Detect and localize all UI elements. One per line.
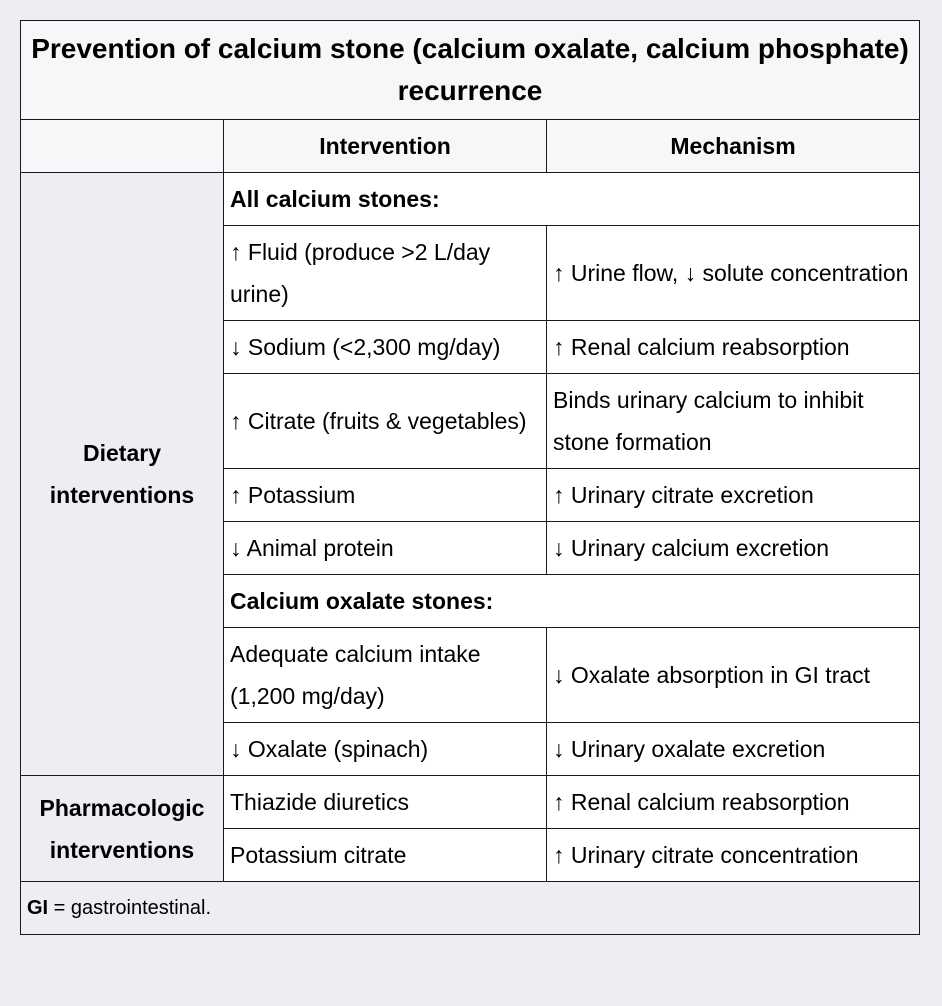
stone-prevention-table [20, 20, 920, 935]
section-all-calcium-stones: All calcium stones: [224, 173, 920, 226]
mechanism-cell: ↓ Urinary oxalate excretion [547, 723, 920, 776]
title-row [21, 21, 920, 120]
mechanism-cell: ↑ Urinary citrate excretion [547, 469, 920, 522]
intervention-cell: Adequate calcium intake (1,200 mg/day) [224, 628, 547, 723]
footnote-abbreviation: GI [27, 897, 49, 919]
mechanism-cell: ↓ Oxalate absorption in GI tract [547, 628, 920, 723]
table-title: Prevention of calcium stone (calcium oxalate, calcium phosphate) recurrence [21, 21, 920, 120]
section-calcium-oxalate-stones: Calcium oxalate stones: [224, 575, 920, 628]
table-row [21, 776, 920, 829]
intervention-cell: ↑ Citrate (fruits & vegetables) [224, 374, 547, 469]
intervention-cell: ↓ Oxalate (spinach) [224, 723, 547, 776]
mechanism-cell: ↑ Urine flow, ↓ solute concentration [547, 226, 920, 321]
intervention-cell: ↑ Fluid (produce >2 L/day urine) [224, 226, 547, 321]
footnote [21, 882, 920, 935]
mechanism-cell: ↑ Urinary citrate concentration [547, 829, 920, 882]
mechanism-cell: ↓ Urinary calcium excretion [547, 522, 920, 575]
footnote-definition: = gastrointestinal. [48, 897, 211, 919]
section-row-all-calcium [21, 173, 920, 226]
intervention-cell: ↓ Animal protein [224, 522, 547, 575]
group-pharmacologic-interventions: Pharmacologic interventions [21, 776, 224, 882]
group-dietary-interventions: Dietary interventions [21, 173, 224, 776]
intervention-cell: ↓ Sodium (<2,300 mg/day) [224, 321, 547, 374]
intervention-cell: Potassium citrate [224, 829, 547, 882]
intervention-cell: Thiazide diuretics [224, 776, 547, 829]
footer-row [21, 882, 920, 935]
mechanism-cell: ↑ Renal calcium reabsorption [547, 776, 920, 829]
header-intervention: Intervention [224, 120, 547, 173]
header-row [21, 120, 920, 173]
mechanism-cell: Binds urinary calcium to inhibit stone formation [547, 374, 920, 469]
intervention-cell: ↑ Potassium [224, 469, 547, 522]
header-blank-cell [21, 120, 224, 173]
mechanism-cell: ↑ Renal calcium reabsorption [547, 321, 920, 374]
header-mechanism: Mechanism [547, 120, 920, 173]
